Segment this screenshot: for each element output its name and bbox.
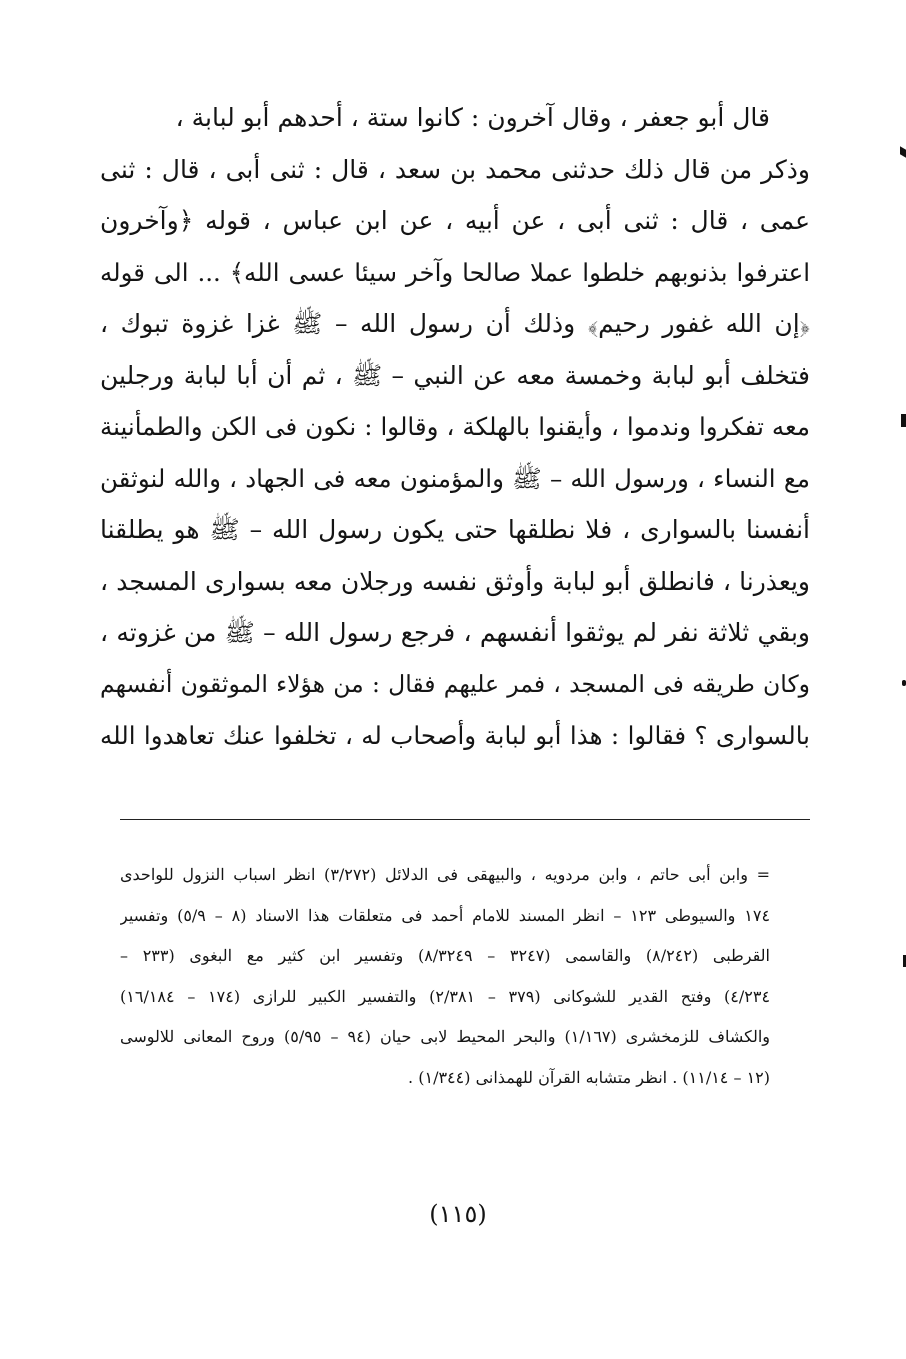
body-line: وبقي ثلاثة نفر لم يوثقوا أنفسهم ، فرجع رسول الله – ﷺ من غزوته ، bbox=[100, 618, 810, 647]
body-line: معه تفكروا وندموا ، وأيقنوا بالهلكة ، وقالوا : نكون فى الكن والطمأنينة bbox=[100, 412, 810, 441]
footnotes-block bbox=[120, 855, 770, 1098]
scan-edge-mark bbox=[900, 146, 906, 157]
body-line: وكان طريقه فى المسجد ، فمر عليهم فقال : من هؤلاء الموثقون أنفسهم bbox=[100, 669, 810, 698]
footnote-line: القرطبى (٨/٢٤٢) والقاسمى (٣٢٤٧ – ٨/٣٢٤٩) وتفسير ابن كثير مع البغوى (٢٣٣ – bbox=[120, 946, 770, 965]
body-line: قال أبو جعفر ، وقال آخرون : كانوا ستة ، أحدهم أبو لبابة ، bbox=[175, 103, 770, 132]
footnote-line: (١٢ – ١١/١٤) . انظر متشابه القرآن للهمذانى (١/٣٤٤) . bbox=[408, 1067, 770, 1087]
scan-edge-mark bbox=[902, 680, 906, 686]
body-line: بالسوارى ؟ فقالوا : هذا أبو لبابة وأصحاب له ، تخلفوا عنك تعاهدوا الله bbox=[100, 721, 810, 750]
footnote-line: = وابن أبى حاتم ، وابن مردويه ، والبيهقى فى الدلائل (٣/٢٧٢) انظر اسباب النزول للواحدى bbox=[120, 865, 770, 884]
body-line: أنفسنا بالسوارى ، فلا نطلقها حتى يكون رسول الله – ﷺ هو يطلقنا bbox=[100, 515, 810, 544]
body-line: فتخلف أبو لبابة وخمسة معه عن النبي – ﷺ ، ثم أن أبا لبابة ورجلين bbox=[100, 360, 810, 390]
footnote-separator-rule bbox=[120, 819, 810, 820]
body-line: ﴿إن الله غفور رحيم﴾ وذلك أن رسول الله – ﷺ غزا غزوة تبوك ، bbox=[100, 309, 810, 338]
footnote-line: ٤/٢٣٤) وفتح القدير للشوكانى (٣٧٩ – ٢/٣٨١) والتفسير الكبير للرازى (١٧٤ – ١٦/١٨٤) bbox=[120, 986, 770, 1006]
body-line: اعترفوا بذنوبهم خلطوا عملا صالحا وآخر سيئا عسى الله﴾ ... الى قوله bbox=[100, 257, 810, 287]
footnote-line: ١٧٤ والسيوطى ١٢٣ – انظر المسند للامام أحمد فى متعلقات هذا الاسناد (٨ – ٥/٩) وتفسير bbox=[120, 905, 770, 925]
body-line: عمى ، قال : ثنى أبى ، عن أبيه ، عن ابن عباس ، قوله ﴿وآخرون bbox=[100, 206, 810, 235]
footnote-line: والكشاف للزمخشرى (١/١٦٧) والبحر المحيط لابى حيان (٩٤ – ٥/٩٥) وروح المعانى للالوسى bbox=[120, 1027, 770, 1046]
main-text-block bbox=[100, 92, 810, 762]
body-line: ويعذرنا ، فانطلق أبو لبابة وأوثق نفسه ورجلان معه بسوارى المسجد ، bbox=[100, 566, 810, 596]
body-line: مع النساء ، ورسول الله – ﷺ والمؤمنون معه فى الجهاد ، والله لنوثقن bbox=[100, 463, 810, 493]
body-line: وذكر من قال ذلك حدثنى محمد بن سعد ، قال : ثنى أبى ، قال : ثنى bbox=[100, 154, 810, 184]
scan-edge-mark bbox=[901, 414, 906, 427]
page-number: (١١٥) bbox=[429, 1200, 487, 1228]
